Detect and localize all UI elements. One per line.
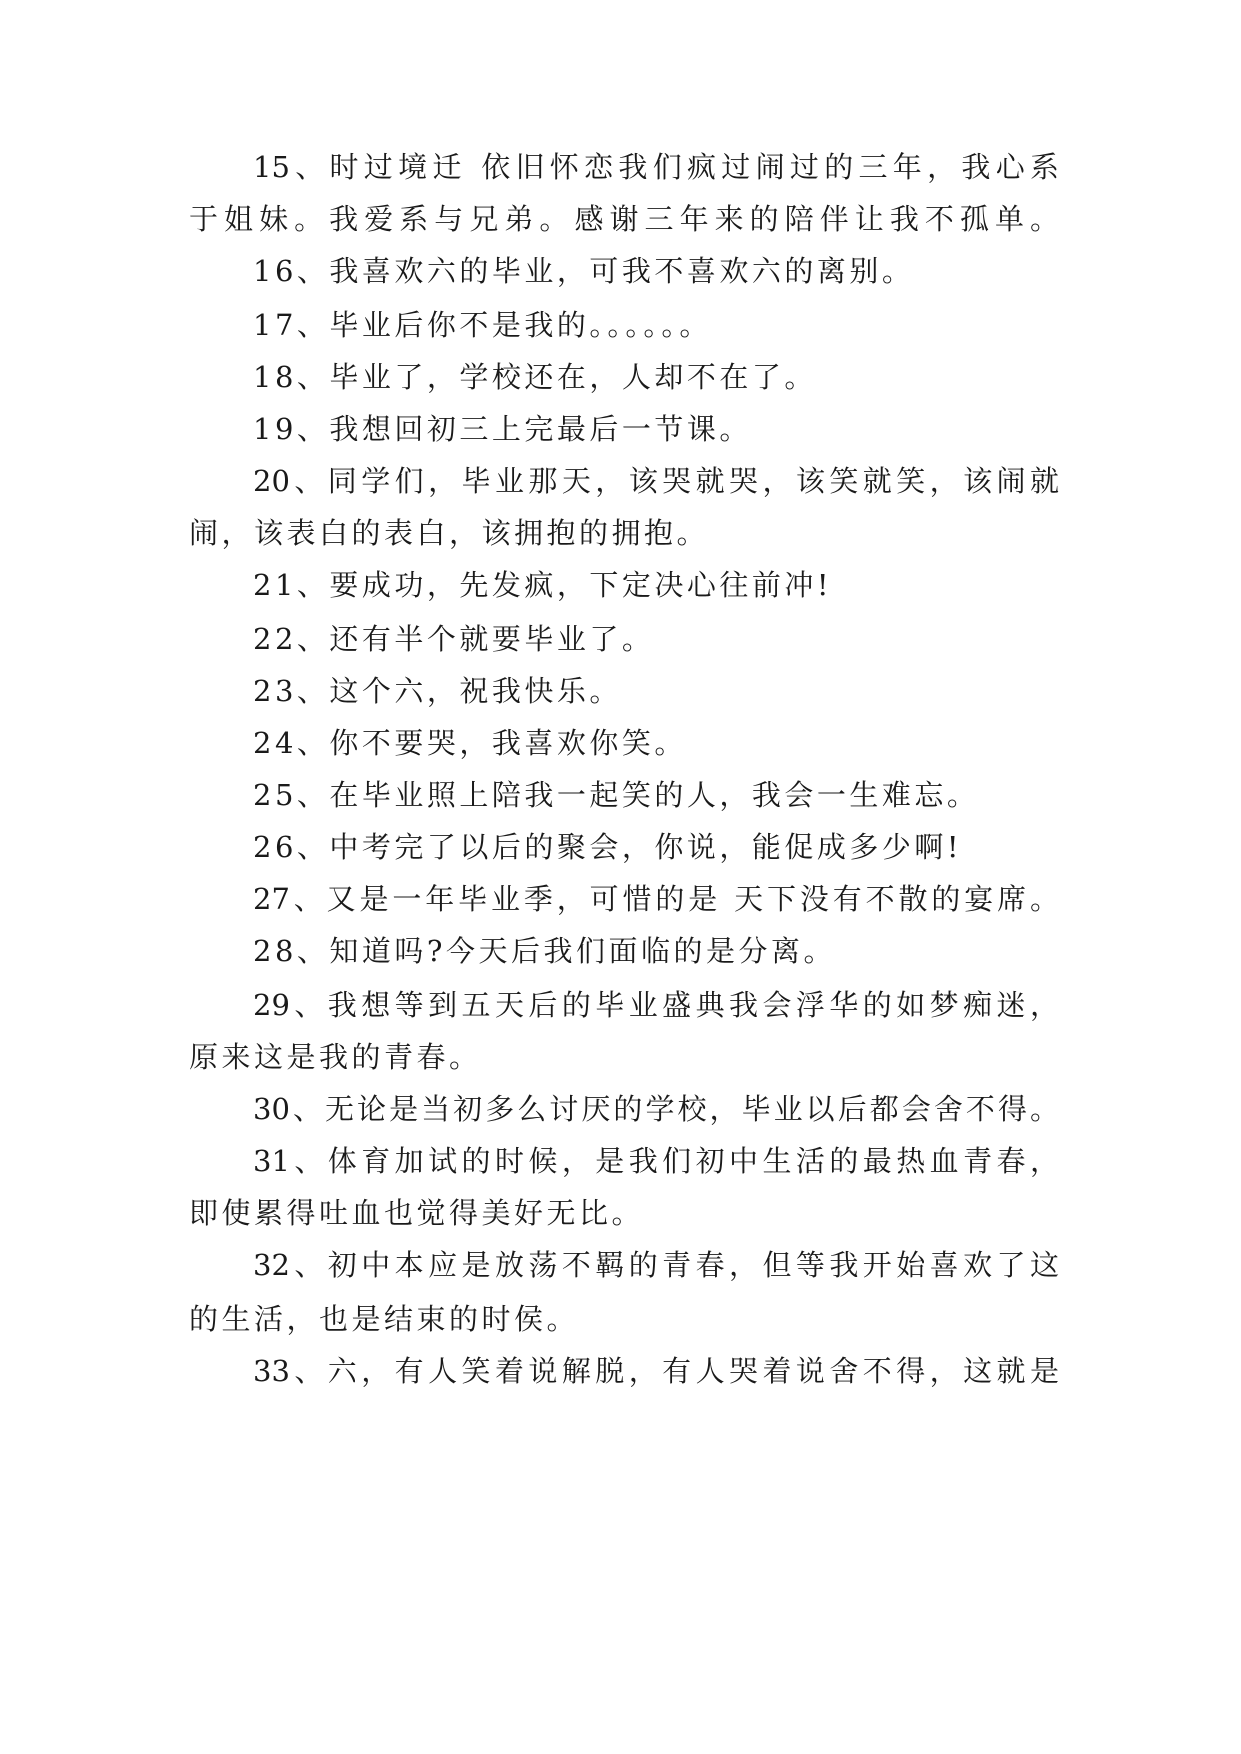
text-line: 24、你不要哭，我喜欢你笑。 <box>253 726 687 760</box>
text-line: 26、中考完了以后的聚会，你说，能促成多少啊! <box>253 830 963 864</box>
text-line: 19、我想回初三上完最后一节课。 <box>253 412 752 446</box>
text-line: 31、体育加试的时候，是我们初中生活的最热血青春， <box>253 1144 1059 1178</box>
text-line: 17、毕业后你不是我的。。。。。。 <box>253 308 712 342</box>
text-line: 25、在毕业照上陪我一起笑的人，我会一生难忘。 <box>253 778 980 812</box>
text-line: 的生活，也是结束的时侯。 <box>189 1302 580 1336</box>
text-line: 28、知道吗?今天后我们面临的是分离。 <box>253 934 836 968</box>
text-line: 22、还有半个就要毕业了。 <box>253 622 655 656</box>
text-line: 23、这个六，祝我快乐。 <box>253 674 622 708</box>
text-line: 即使累得吐血也觉得美好无比。 <box>189 1196 645 1230</box>
text-line: 18、毕业了，学校还在，人却不在了。 <box>253 360 817 394</box>
text-line: 于姐妹。我爱系与兄弟。感谢三年来的陪伴让我不孤单。 <box>189 202 1059 236</box>
text-line: 15、时过境迁 依旧怀恋我们疯过闹过的三年，我心系 <box>253 150 1059 184</box>
text-line: 原来这是我的青春。 <box>189 1040 482 1074</box>
text-line: 闹，该表白的表白，该拥抱的拥抱。 <box>189 516 710 550</box>
text-line: 27、又是一年毕业季，可惜的是 天下没有不散的宴席。 <box>253 882 1059 916</box>
text-line: 20、同学们，毕业那天，该哭就哭，该笑就笑，该闹就 <box>253 464 1059 498</box>
text-line: 16、我喜欢六的毕业，可我不喜欢六的离别。 <box>253 254 915 288</box>
text-line: 33、六，有人笑着说解脱，有人哭着说舍不得，这就是 <box>253 1354 1059 1388</box>
text-line: 29、我想等到五天后的毕业盛典我会浮华的如梦痴迷， <box>253 988 1059 1022</box>
text-line: 21、要成功，先发疯，下定决心往前冲! <box>253 568 833 602</box>
text-line: 32、初中本应是放荡不羁的青春，但等我开始喜欢了这 <box>253 1248 1059 1282</box>
text-line: 30、无论是当初多么讨厌的学校，毕业以后都会舍不得。 <box>253 1092 1059 1126</box>
